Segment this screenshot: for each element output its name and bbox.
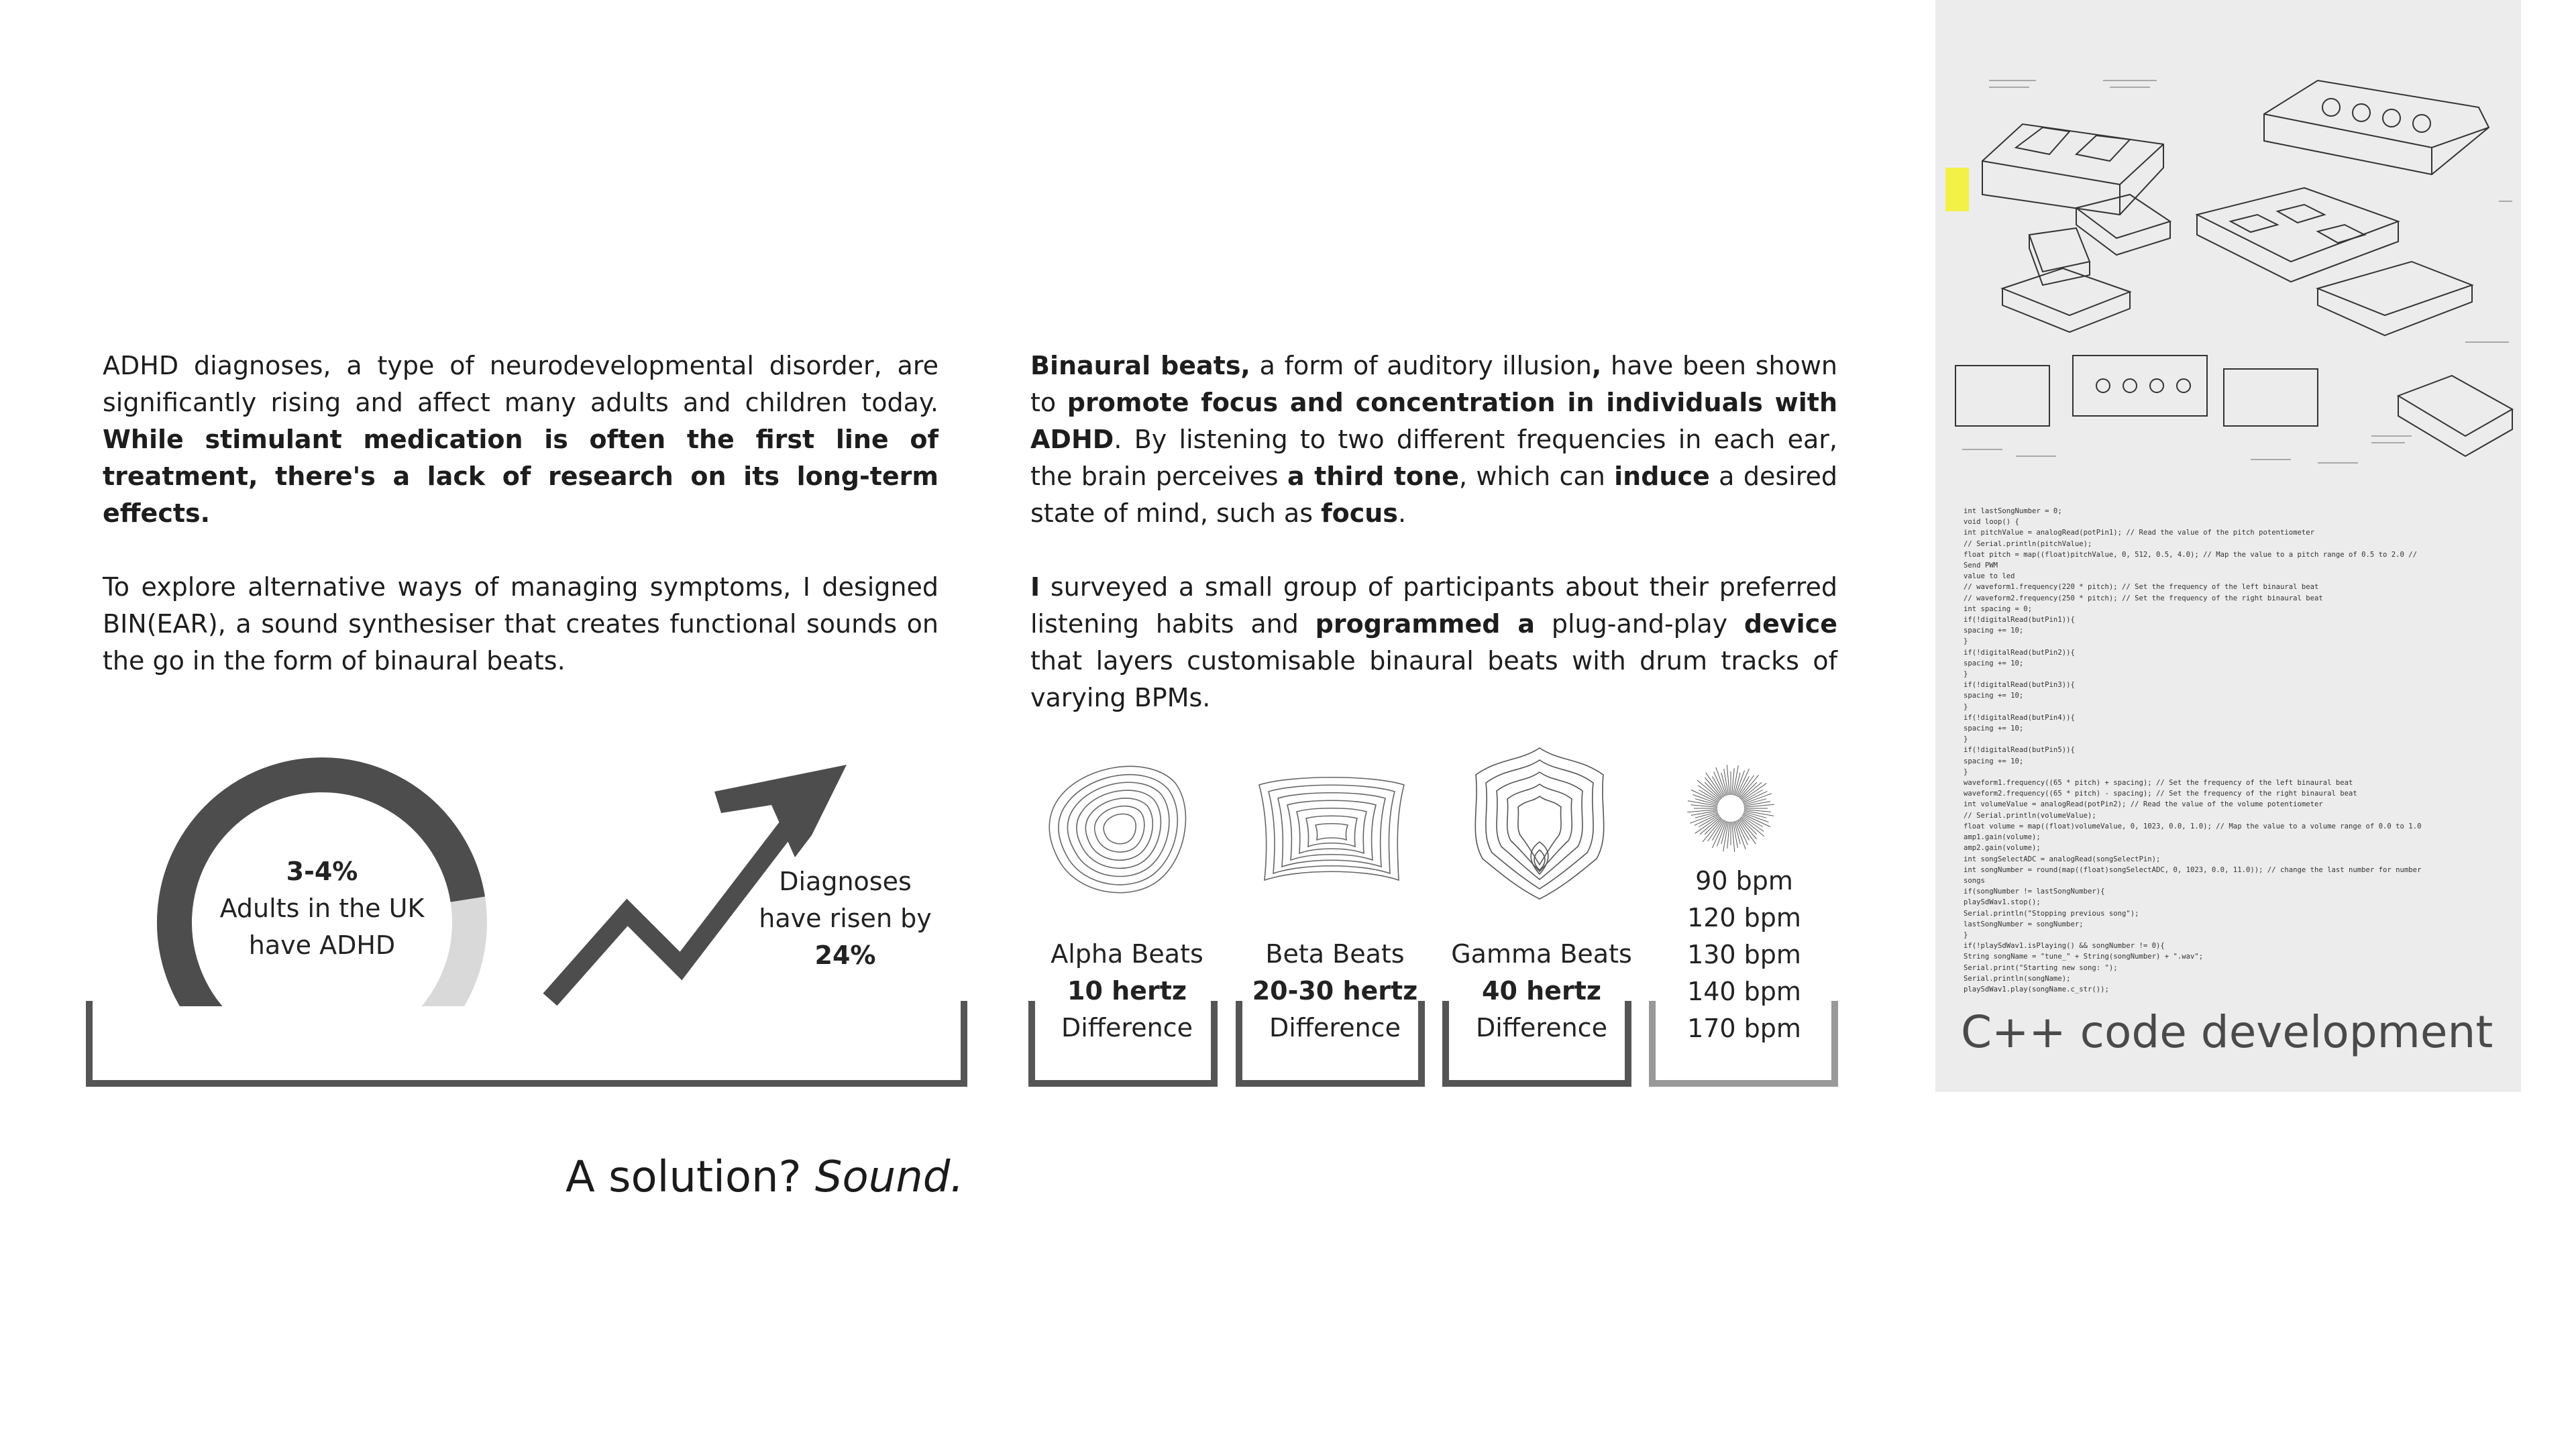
beat-value: 20-30 hertz [1252,976,1418,1006]
intro-text [103,347,938,716]
beat-value: 10 hertz [1067,976,1187,1006]
rise-value: 24% [814,941,876,970]
beat-unit: Difference [1476,1013,1607,1042]
beat-value: 40 hertz [1482,976,1601,1006]
ray-line [1740,782,1757,799]
gamma-wave-icon [1462,741,1617,902]
binaural-paragraph-1: Binaural beats, a form of auditory illusion, have been shown to promote focus and concentration in individuals with ADHD. By listening to two different frequencies in each ear, the brain perceives a third tone, which can induce a desired state of mind, such as focus. [1030,351,1837,528]
bpm-item: 130 bpm [1687,940,1801,969]
beat-name: Beta Beats [1265,939,1405,969]
binaural-text [1030,347,1837,753]
beat-bracket-alpha [1028,1001,1218,1087]
stats-bracket [86,1001,967,1087]
ray-line [1739,819,1756,844]
gauge-value: 3-4% [286,857,358,886]
binaural-paragraph-2: I surveyed a small group of participants about their preferred listening habits and programmed a plug-and-play device that layers customisable binaural beats with drum tracks of varying BPMs. [1030,572,1837,712]
rise-line-2: have risen by [759,904,932,933]
intro-paragraph-1: ADHD diagnoses, a type of neurodevelopmental disorder, are significantly rising and affect many adults and children today. While stimulant medication is often the first line of treatment, there's a lack of research on its long-term effects. [103,351,938,528]
beta-wave-icon [1254,765,1409,899]
bpm-item: 120 bpm [1687,903,1801,932]
alpha-wave-icon [1046,751,1194,906]
code-listing: int lastSongNumber = 0; void loop() { int pitchValue = analogRead(potPin1); // Read the value of the pitch potentiometer // Serial.println(pitchValue); float pitch = map((float)pitchValue, 0, 512, 0.5, 4.0); // Map the value to a pitch range of 0.5 to 2.0 // Send PWM value to led // waveform1.frequency(220 * pitch); // Set the frequency of the left binaural beat // waveform2.frequency(250 * pitch); // Set the frequency of the right binaural beat int spacing = 0; if(!digitalRead(butPin1)){ spacing += 10; } if(!digitalRead(butPin2)){ spacing += 10; } if(!digitalRead(butPin3)){ spacing += 10; } if(!digitalRead(butPin4)){ spacing += 10; } if(!digitalRead(butPin5)){ spacing += 10; } waveform1.frequency((65 * pitch) + spacing); // Set the frequency of the left binaural beat waveform2.frequency((65 * pitch) - spacing); // Set the frequency of the right binaural beat int volumeValue = analogRead(potPin2); // Read the value of the volume potentiometer // Serial.println(volumeValue); float volume = map((float)volumeValue, 0, 1023, 0.0, 1.0); // Map the value to a volume range of 0.0 to 1.0 amp1.gain(volume); amp2.gain(volume); int songSelectADC = analogRead(songSelectPin); int songNumber = round(map((float)songSelectADC, 0, 1023, 0.0, 11.0)); // change the last number for number songs if(songNumber != lastSongNumber){ playSdWav1.stop(); Serial.println("Stopping previous song"); lastSongNumber = songNumber; } if(!playSdWav1.isPlaying() && songNumber != 0){ String songName = "tune_" + String(songNumber) + ".wav"; Serial.print("Starting new song: "); Serial.println(songName); playSdWav1.play(songName.c_str()); [1964,507,2422,994]
ray-line [1695,816,1720,834]
bpm-bracket [1649,1001,1838,1087]
gauge-line-2: have ADHD [248,930,396,960]
beat-unit: Difference [1269,1013,1401,1042]
rise-label [745,863,946,974]
code-title: C++ code development [1961,1006,2493,1058]
intro-paragraph-2: To explore alternative ways of managing symptoms, I designed BIN(EAR), a sound synthesiser that creates functional sounds on the go in the form of binaural beats. [103,572,938,676]
device-sketches [1942,60,2516,503]
ray-line [1705,782,1721,799]
gauge-line-1: Adults in the UK [219,894,425,923]
solution-headline: A solution? Sound. [566,1152,964,1202]
ray-line [1741,817,1764,837]
bpm-item: 90 bpm [1695,866,1793,896]
beat-unit: Difference [1061,1013,1193,1042]
bpm-item: 140 bpm [1687,977,1801,1006]
beat-name: Gamma Beats [1451,939,1632,969]
ray-line [1703,818,1722,842]
focus-rays-icon [1684,761,1778,855]
ray-line [1705,818,1721,835]
beat-name: Alpha Beats [1051,939,1203,969]
bpm-item: 170 bpm [1687,1014,1801,1043]
beat-bracket-gamma [1442,1001,1631,1087]
ray-line [1706,773,1723,798]
gauge-label [215,853,429,964]
ray-line [1739,775,1759,798]
ray-line [1697,780,1721,800]
code-panel [1935,0,2521,1092]
rise-line-1: Diagnoses [779,867,912,896]
ray-line [1741,784,1766,801]
beat-bracket-beta [1236,1001,1425,1087]
ray-line [1740,818,1757,835]
